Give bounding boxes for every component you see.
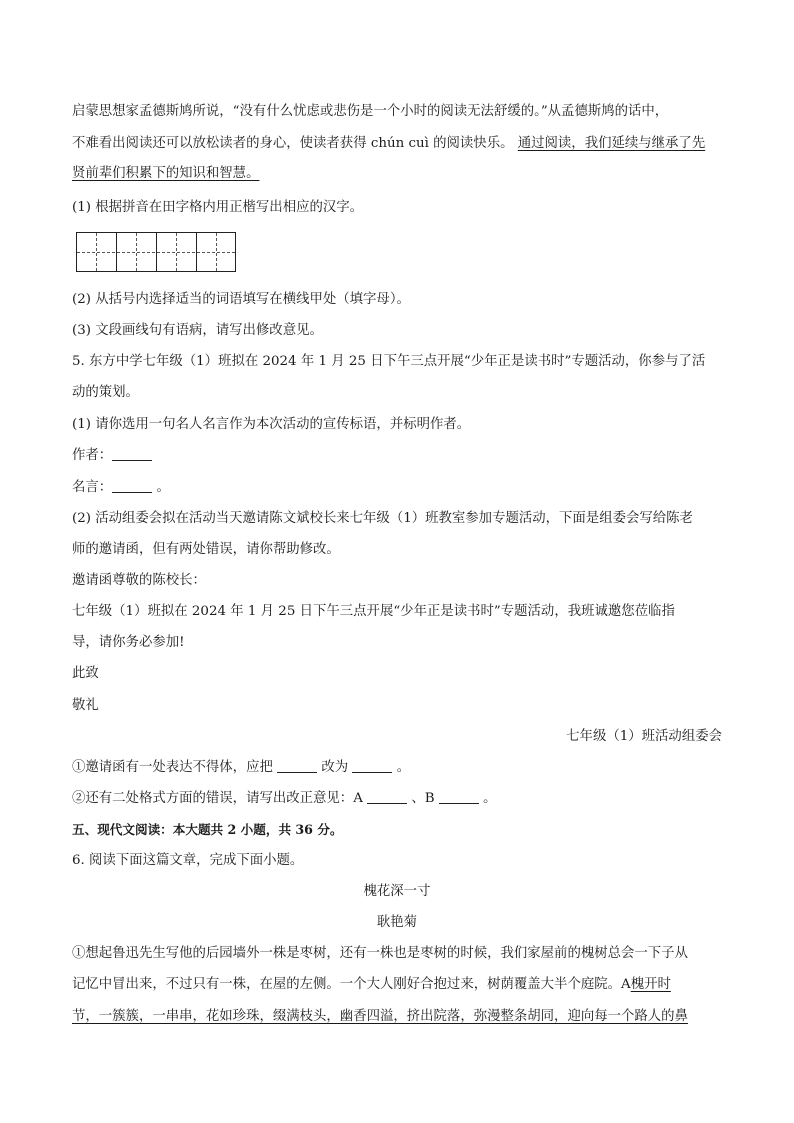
passage-line-1: 启蒙思想家孟德斯鸠所说，“没有什么忧虑或悲伤是一个小时的阅读无法舒缓的。”从孟德斯鸠的话中， <box>72 104 669 119</box>
grid-midline <box>77 252 235 253</box>
author-line <box>72 446 152 466</box>
author-blank[interactable] <box>112 446 152 461</box>
letter-body-line-2: 导，请你务必参加! <box>72 635 185 650</box>
tianzige-grid[interactable] <box>76 232 236 272</box>
letter-closing-1: 此致 <box>72 666 99 681</box>
task2-mid: 、B <box>411 791 435 806</box>
article-para-1-line-2 <box>72 975 671 995</box>
q5-sub1: (1) 请你选用一句名人名言作为本次活动的宣传标语，并标明作者。 <box>72 417 471 432</box>
passage-line-3 <box>72 164 259 184</box>
task1-mid: 改为 <box>321 760 349 775</box>
letter-salutation: 邀请函尊敬的陈校长： <box>72 573 206 588</box>
q5-line-1: 5. 东方中学七年级（1）班拟在 2024 年 1 月 25 日下午三点开展“少年正是读书时”专题活动，你参与了活 <box>72 354 706 369</box>
q4-sub2: (2) 从括号内选择适当的词语填写在横线甲处（填字母）。 <box>72 292 410 307</box>
task1-prefix: ①邀请函有一处表达不得体，应把 <box>72 760 273 775</box>
task1-blank-a[interactable] <box>277 758 317 773</box>
author-label: 作者： <box>72 448 113 463</box>
quote-end: 。 <box>156 480 170 495</box>
q5-task-2 <box>72 789 497 809</box>
article-title: 槐花深一寸 <box>363 884 431 899</box>
quote-label: 名言： <box>72 480 113 495</box>
article-para-1-line-3 <box>72 1007 688 1027</box>
letter-signature: 七年级（1）班活动组委会 <box>566 729 722 744</box>
task2-end: 。 <box>483 791 497 806</box>
quote-blank[interactable] <box>112 478 152 493</box>
passage-line-2-text: 不难看出阅读还可以放松读者的身心，使读者获得 chún cuì 的阅读快乐。 <box>72 136 514 151</box>
underlined-sentence-part-2: 贤前辈们积累下的知识和智慧。 <box>72 166 260 181</box>
passage-line-2 <box>72 134 705 154</box>
article-para-1-line-1: ①想起鲁迅先生写他的后园墙外一株是枣树，还有一株也是枣树的时候，我们家屋前的槐树总会一下子从 <box>72 946 688 961</box>
task2-prefix: ②还有二处格式方面的错误，请写出改正意见：A <box>72 791 363 806</box>
q4-sub1: (1) 根据拼音在田字格内用正楷写出相应的汉字。 <box>72 200 364 215</box>
q6-intro: 6. 阅读下面这篇文章，完成下面小题。 <box>72 853 304 868</box>
letter-body-line-1: 七年级（1）班拟在 2024 年 1 月 25 日下午三点开展“少年正是读书时”专题活动，我班诚邀您莅临指 <box>72 604 675 619</box>
para1-underlined-b: 节，一簇簇，一串串，花如珍珠，缀满枝头，幽香四溢，挤出院落，弥漫整条胡同，迎向每一个路人的鼻 <box>72 1009 688 1024</box>
article-author: 耿艳菊 <box>376 915 418 930</box>
underlined-sentence-part-1: 通过阅读，我们延续与继承了先 <box>517 136 706 151</box>
section-5-heading: 五、现代文阅读：本大题共 2 小题，共 36 分。 <box>72 822 343 837</box>
task2-blank-a[interactable] <box>367 789 407 804</box>
q5-sub2-line-1: (2) 活动组委会拟在活动当天邀请陈文斌校长来七年级（1）班教室参加专题活动，下面是组委会写给陈老 <box>72 511 693 526</box>
task1-end: 。 <box>396 760 411 775</box>
q5-sub2-line-2: 师的邀请函，但有两处错误，请你帮助修改。 <box>72 542 340 557</box>
task2-blank-b[interactable] <box>439 789 479 804</box>
quote-line <box>72 478 170 498</box>
q5-task-1 <box>72 758 410 778</box>
letter-closing-2: 敬礼 <box>72 698 99 713</box>
para1-line2-text: 记忆中冒出来，不过只有一株，在屋的左侧。一个大人刚好合抱过来，树荫覆盖大半个庭院。A <box>72 977 631 992</box>
q5-line-2: 动的策划。 <box>72 385 139 400</box>
para1-underlined-a: 槐开时 <box>630 977 671 992</box>
task1-blank-b[interactable] <box>352 758 392 773</box>
q4-sub3: (3) 文段画线句有语病，请写出修改意见。 <box>72 323 323 338</box>
